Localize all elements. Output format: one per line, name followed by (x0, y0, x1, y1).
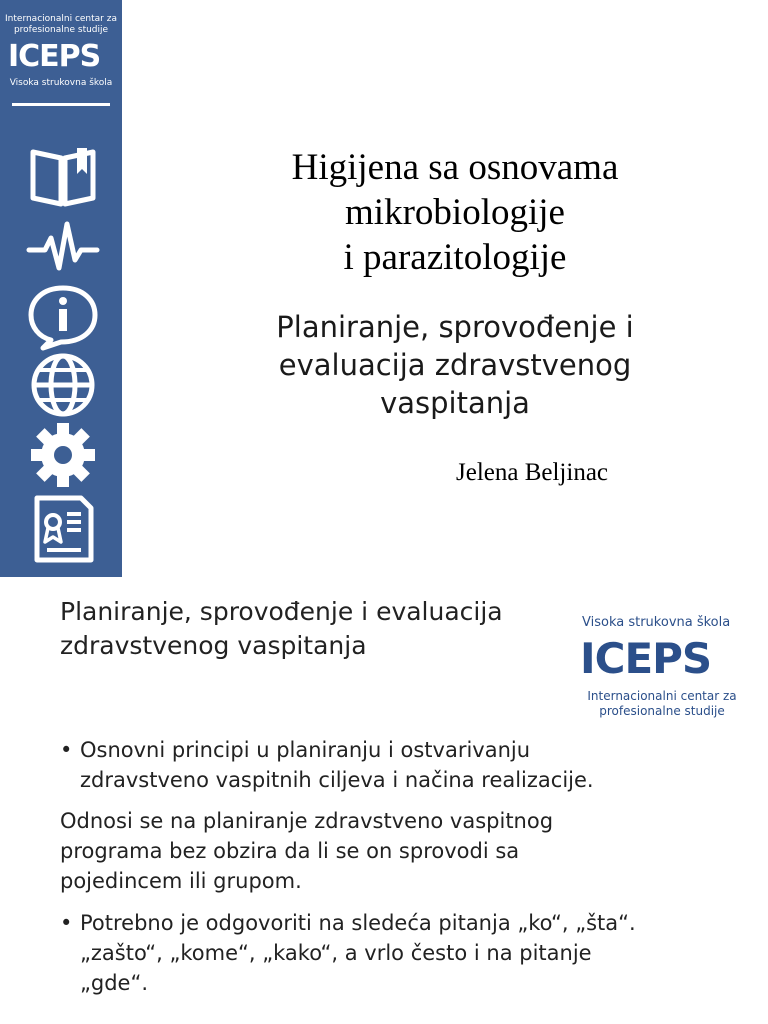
slide-title (60, 595, 560, 663)
sidebar-panel (0, 0, 122, 577)
slide-title-line: zdravstvenog vaspitanja (60, 631, 367, 660)
title-line: i parazitologije (343, 237, 567, 278)
paragraph-line: programa bez obzira da li se on sprovodi sa (60, 839, 520, 863)
subtitle-line: vaspitanja (380, 386, 530, 420)
presentation-title (150, 145, 760, 280)
slide-title-line: Planiranje, sprovođenje i evaluacija (60, 597, 503, 626)
title-line: mikrobiologije (345, 192, 565, 233)
logo-bottom-text (580, 689, 744, 719)
logo-bottom-text: Visoka strukovna škola (9, 78, 113, 88)
heartbeat-icon (25, 212, 101, 282)
book-icon (25, 142, 101, 212)
logo-main-text: ICEPS (580, 634, 712, 683)
subtitle-line: Planiranje, sprovođenje i (276, 310, 634, 344)
subtitle-line: evaluacija zdravstvenog (278, 348, 632, 382)
author-name: Jelena Beljinac (456, 459, 609, 486)
logo-top-text: Visoka strukovna škola (582, 615, 731, 630)
bullet-line: zdravstveno vaspitnih ciljeva i načina realizacije. (80, 768, 594, 792)
bullet-item (60, 735, 750, 795)
gear-icon (25, 420, 101, 490)
sidebar-divider (12, 103, 110, 106)
title-line: Higijena sa osnovama (291, 147, 619, 188)
slide-body (60, 735, 750, 1009)
bullet-icon: • (60, 911, 73, 935)
info-icon (25, 282, 101, 352)
globe-icon (25, 350, 101, 420)
iceps-logo (576, 609, 744, 717)
paragraph-line: Odnosi se na planiranje zdravstveno vaspitnog (60, 809, 554, 833)
bullet-icon: • (60, 738, 73, 762)
bullet-line: „gde“. (80, 971, 149, 995)
bullet-line: „zašto“, „kome“, „kako“, a vrlo često i na pitanje (80, 941, 592, 965)
content-slide (0, 577, 768, 1024)
logo-bottom-line: profesionalne studije (599, 704, 725, 718)
bullet-item (60, 908, 750, 998)
paragraph-line: pojedincem ili grupom. (60, 869, 302, 893)
logo-main-text: ICEPS (8, 39, 101, 74)
logo-top-text: Internacionalni centar za profesionalne studije (5, 14, 117, 35)
paragraph (60, 806, 750, 896)
certificate-icon (25, 494, 101, 564)
presentation-subtitle (150, 308, 760, 422)
bullet-line: Potrebno je odgovoriti na sledeća pitanja „ko“, „šta“. (80, 911, 636, 935)
bullet-line: Osnovni principi u planiranju i ostvarivanju (80, 738, 531, 762)
logo-bottom-line: Internacionalni centar za (587, 689, 737, 703)
